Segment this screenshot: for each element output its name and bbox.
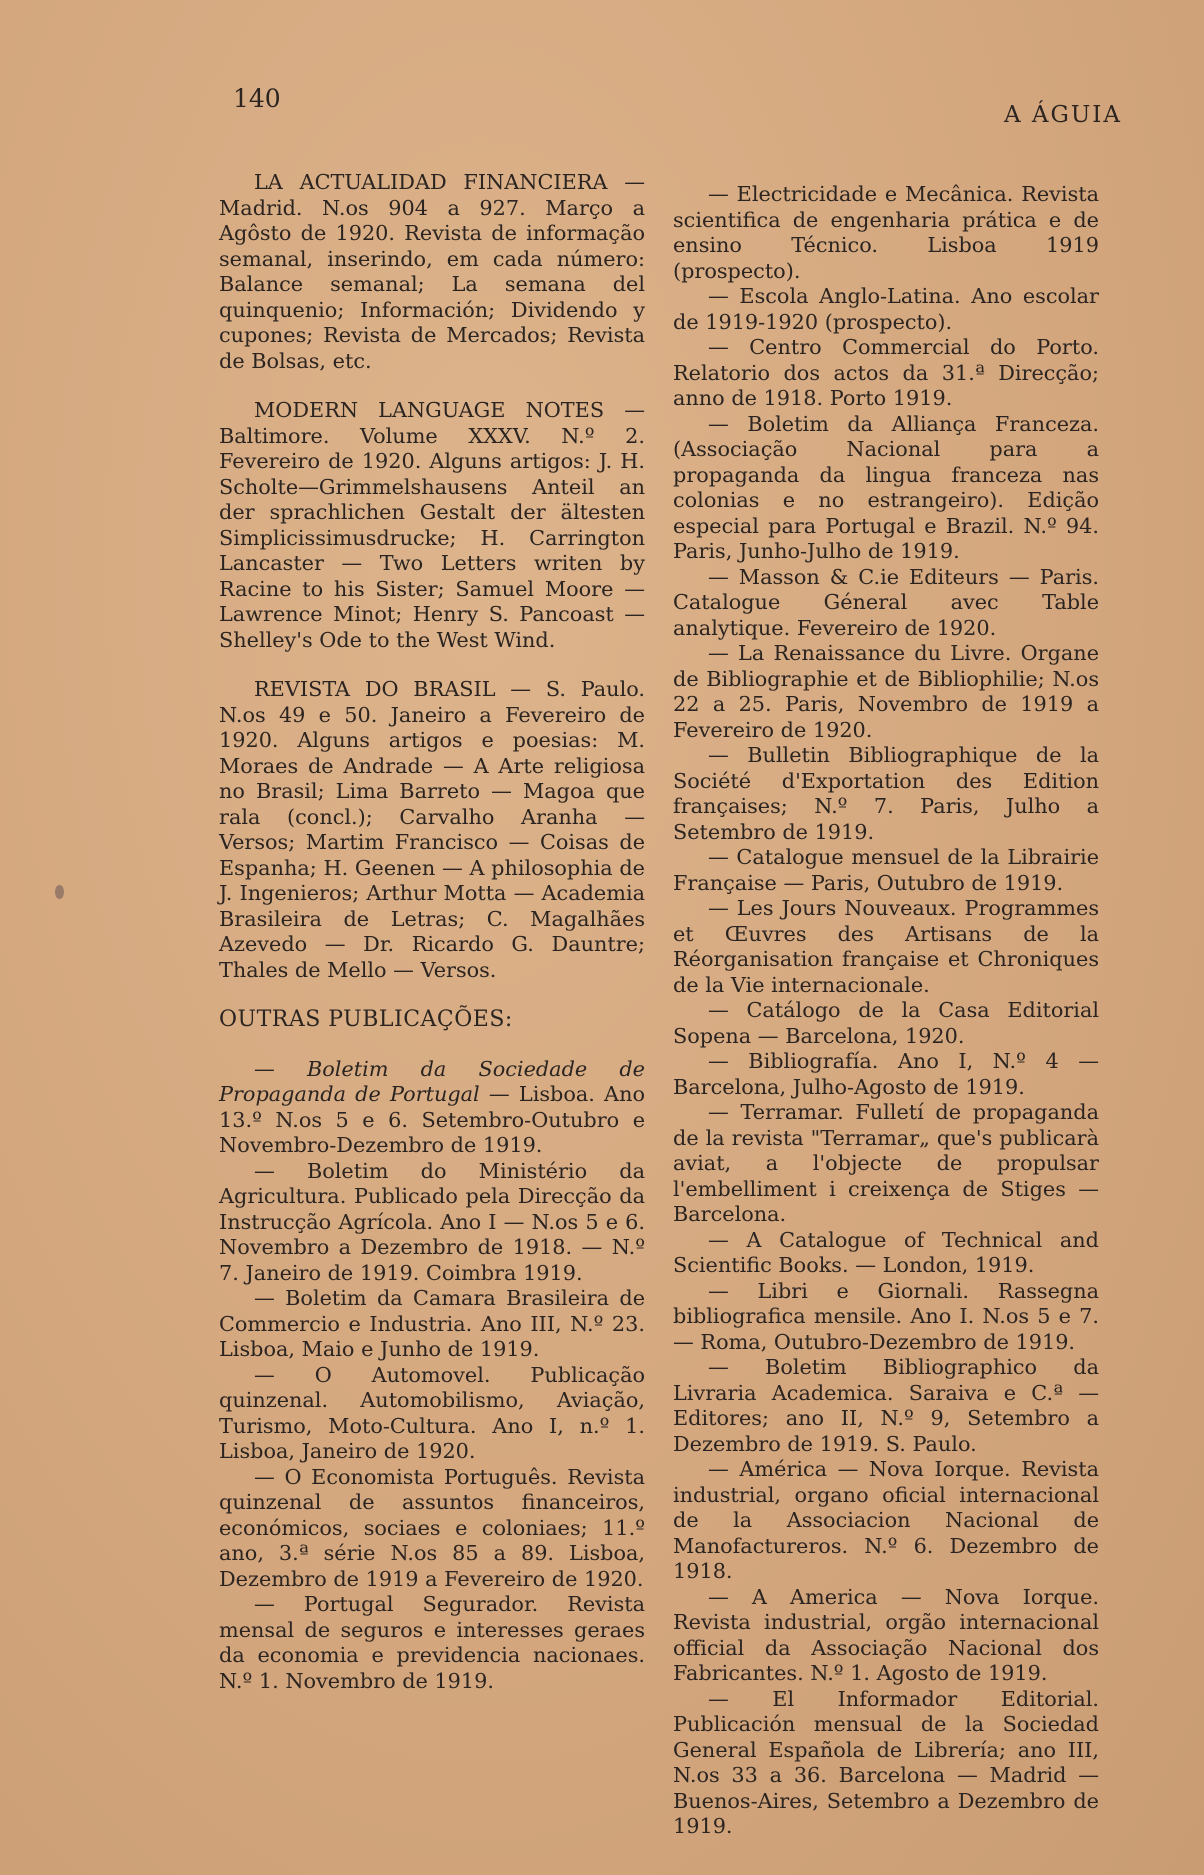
publication-entry: — Boletim do Ministério da Agricultura. Publicado pela Direcção da Instrucção Agrícola. Ano I — N.os 5 e 6. Novembro a Dezembro de 1918. — N.º 7. Janeiro de 1919. Coimbra 1919. <box>219 1158 645 1285</box>
publication-entry: — Les Jours Nouveaux. Programmes et Œuvres des Artisans de la Réorganisation française et Chroniques de la Vie internacionale. <box>673 896 1099 997</box>
running-head: A ÁGUIA <box>1004 102 1122 128</box>
publication-entry: — El Informador Editorial. Publicación mensual de la Sociedad General Española de Librería; ano III, N.os 33 a 36. Barcelona — Madrid — Buenos-Aires, Setembro a Dezembro de 1919. <box>673 1686 1099 1838</box>
publication-entry: — La Renaissance du Livre. Organe de Bibliographie et de Bibliophilie; N.os 22 a 25. Paris, Novembro de 1919 a Fevereiro de 1920. <box>673 641 1099 742</box>
periodical-entry: MODERN LANGUAGE NOTES — Baltimore. Volume XXXV. N.º 2. Fevereiro de 1920. Alguns artigos: J. H. Scholte—Grimmelshausens Anteil an der sprachlichen Gestalt der ältesten Simplicissimusdrucke; H. Carrington Lancaster — Two Letters writen by Racine to his Sister; Samuel Moore — Lawrence Minot; Henry S. Pancoast — Shelley's Ode to the West Wind. <box>219 398 645 652</box>
publication-entry: — Boletim da Alliança Franceza. (Associação Nacional para a propaganda da lingua franceza nas colonias e no estrangeiro). Edição especial para Portugal e Brazil. N.º 94. Paris, Junho-Julho de 1919. <box>673 411 1099 563</box>
publication-entry: — Portugal Segurador. Revista mensal de seguros e interesses geraes da economia e previdencia nacionaes. N.º 1. Novembro de 1919. <box>219 1592 645 1693</box>
publication-entry: — América — Nova Iorque. Revista industrial, organo oficial internacional de la Associacion Nacional de Manofactureros. N.º 6. Dezembro de 1918. <box>673 1457 1099 1583</box>
publication-entry: — O Economista Português. Revista quinzenal de assuntos financeiros, económicos, sociaes e coloniaes; 11.º ano, 3.ª série N.os 85 a 89. Lisboa, Dezembro de 1919 a Fevereiro de 1920. <box>219 1464 645 1591</box>
publication-entry: — Terramar. Fulletí de propaganda de la revista "Terramar„ que's publicarà aviat, a l'objecte de propulsar l'embelliment i creixença de Stiges — Barcelona. <box>673 1100 1099 1226</box>
publication-entry <box>219 1057 645 1159</box>
publication-entry: — Boletim Bibliographico da Livraria Academica. Saraiva e C.ª — Editores; ano II, N.º 9, Setembro a Dezembro de 1919. S. Paulo. <box>673 1355 1099 1456</box>
periodical-entry: REVISTA DO BRASIL — S. Paulo. N.os 49 e 50. Janeiro a Fevereiro de 1920. Alguns artigos e poesias: M. Moraes de Andrade — A Arte religiosa no Brasil; Lima Barreto — Magoa que rala (concl.); Carvalho Aranha — Versos; Martim Francisco — Coisas de Espanha; H. Geenen — A philosophia de J. Ingenieros; Arthur Motta — Academia Brasileira de Letras; C. Magalhães Azevedo — Dr. Ricardo G. Dauntre; Thales de Mello — Versos. <box>219 677 645 982</box>
publication-entry: — Electricidade e Mecânica. Revista scientifica de engenharia prática e de ensino Técnico. Lisboa 1919 (prospecto). <box>673 182 1099 283</box>
publication-details: — Lisboa. Ano 13.º N.os 5 e 6. Setembro-Outubro e Novembro-Dezembro de 1919. <box>219 1082 645 1157</box>
publication-entry: — Centro Commercial do Porto. Relatorio dos actos da 31.ª Direcção; anno de 1918. Porto 1919. <box>673 335 1099 410</box>
section-heading: OUTRAS PUBLICAÇÕES: <box>219 1007 513 1032</box>
publication-entry: — Catálogo de la Casa Editorial Sopena — Barcelona, 1920. <box>673 998 1099 1048</box>
publication-entry: — A Catalogue of Technical and Scientific Books. — London, 1919. <box>673 1227 1099 1277</box>
left-column <box>219 170 645 1694</box>
publication-entry: — Libri e Giornali. Rassegna bibliografica mensile. Ano I. N.os 5 e 7. — Roma, Outubro-Dezembro de 1919. <box>673 1278 1099 1354</box>
publication-entry: — Boletim da Camara Brasileira de Commercio e Industria. Ano III, N.º 23. Lisboa, Maio e Junho de 1919. <box>219 1286 645 1361</box>
publication-entry: — A America — Nova Iorque. Revista industrial, orgão internacional official da Associação Nacional dos Fabricantes. N.º 1. Agosto de 1919. <box>673 1584 1099 1685</box>
publication-entry: — Masson & C.ie Editeurs — Paris. Catalogue Géneral avec Table analytique. Fevereiro de 1920. <box>673 564 1099 640</box>
publication-entry: — Catalogue mensuel de la Librairie Française — Paris, Outubro de 1919. <box>673 845 1099 895</box>
page-number: 140 <box>233 84 281 113</box>
ink-mark <box>55 885 64 899</box>
right-column <box>673 182 1099 1840</box>
publication-entry: — O Automovel. Publicação quinzenal. Automobilismo, Aviação, Turismo, Moto-Cultura. Ano I, n.º 1. Lisboa, Janeiro de 1920. <box>219 1362 645 1463</box>
publication-title: — Boletim da Sociedade de Propaganda de Portugal <box>219 1056 645 1106</box>
publication-entry: — Bibliografía. Ano I, N.º 4 — Barcelona, Julho-Agosto de 1919. <box>673 1049 1099 1099</box>
periodical-entry: LA ACTUALIDAD FINANCIERA — Madrid. N.os 904 a 927. Março a Agôsto de 1920. Revista de informação semanal, inserindo, em cada número: Balance semanal; La semana del quinquenio; Información; Dividendo y cupones; Revista de Mercados; Revista de Bolsas, etc. <box>219 170 645 373</box>
publication-entry: — Bulletin Bibliographique de la Société d'Exportation des Edition françaises; N.º 7. Paris, Julho a Setembro de 1919. <box>673 743 1099 844</box>
publication-entry: — Escola Anglo-Latina. Ano escolar de 1919-1920 (prospecto). <box>673 284 1099 334</box>
